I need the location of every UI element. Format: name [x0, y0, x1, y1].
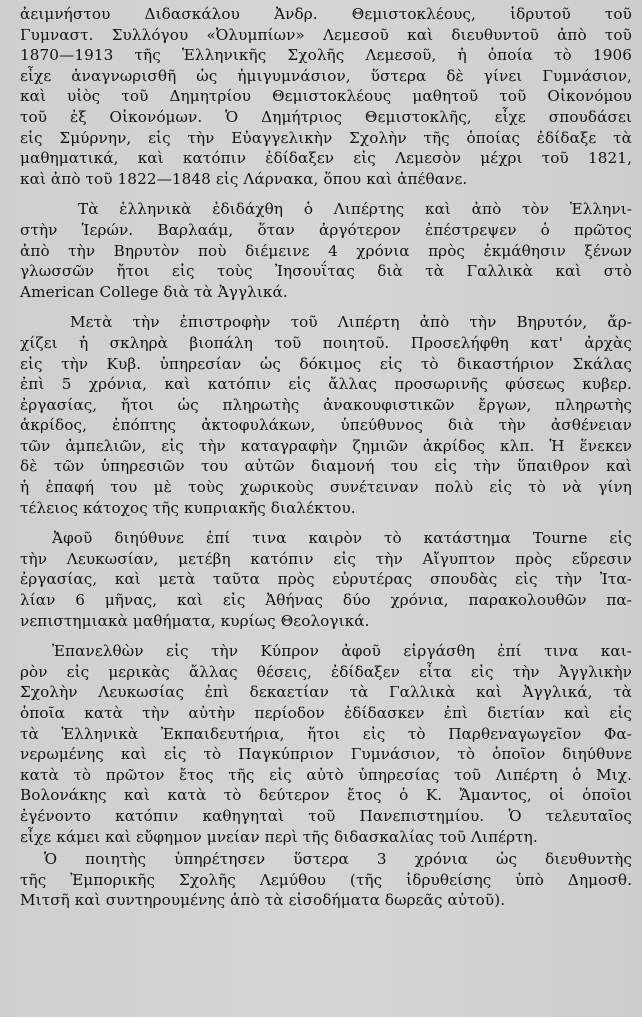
text-line: χίζει ἡ σκληρὰ βιοπάλη τοῦ ποιητοῦ. Προσελήφθη κατ' ἀρχὰς — [20, 333, 632, 352]
text-line: νεπιστημιακὰ μαθήματα, κυρίως Θεολογικά. — [20, 611, 370, 630]
text-line: μαθηματικά, καὶ κατόπιν ἐδίδαξεν εἰς Λεμεσὸν μέχρι τοῦ 1821, — [20, 149, 632, 168]
text-line: τέλειος κάτοχος τῆς κυπριακῆς διαλέκτου. — [20, 498, 356, 517]
paragraph-commercial-school — [16, 849, 632, 911]
text-line: τὴν Λευκωσίαν, μετέβη κατόπιν εἰς τὴν Αἴγυπτον πρὸς εὕρεσιν — [20, 549, 632, 568]
text-line: ἐπὶ 5 χρόνια, καὶ κατόπιν εἰς ἄλλας προσωρινῆς φύσεως κυβερ. — [20, 375, 632, 394]
text-line: τὰ Ἑλληνικὰ Ἐκπαιδευτήρια, ἤτοι εἰς τὸ Παρθεναγωγεῖον Φα- — [20, 724, 632, 743]
text-line: δὲ τῶν ὑπηρεσιῶν του αὐτῶν διαμονή του εἰς τὴν ὕπαιθρον καὶ — [20, 457, 632, 476]
text-line: γλωσσῶν ἤτοι εἰς τοὺς Ἰησουΐτας διὰ τὰ Γαλλικὰ καὶ στὸ — [20, 262, 632, 281]
text-line: κατὰ τὸ πρῶτον ἔτος τῆς εἰς αὐτὸ ὑπηρεσίας τοῦ Λιπέρτη ὁ Μιχ. — [20, 765, 632, 784]
text-line: λίαν 6 μῆνας, καὶ εἰς Ἀθήνας δύο χρόνια, παρακολουθῶν πα- — [20, 591, 632, 610]
text-line: American College διὰ τὰ Ἀγγλικά. — [20, 282, 288, 301]
text-line: Γυμναστ. Συλλόγου «Ὀλυμπίων» Λεμεσοῦ καὶ διευθυντοῦ ἀπὸ τοῦ — [20, 25, 632, 44]
text-line: νερωμένης καὶ εἰς τὸ Παγκύπριον Γυμνάσιον, τὸ ὁποῖον διηύθυνε — [20, 745, 632, 764]
text-line: ἡ ἐπαφή του μὲ τοὺς χωρικοὺς συνέτειναν πολὺ εἰς τὸ νὰ γίνη — [20, 478, 632, 497]
text-line: εἰς τὴν Κυβ. ὑπηρεσίαν ὡς δόκιμος εἰς τὸ δικαστήριον Σκάλας — [20, 354, 632, 373]
text-line: Μετὰ τὴν ἐπιστροφὴν τοῦ Λιπέρτη ἀπὸ τὴν Βηρυτόν, ἄρ- — [70, 313, 632, 332]
text-line: ὁποῖα κατὰ τὴν αὐτὴν περίοδον ἐδίδασκεν ἐπὶ διετίαν καὶ εἰς — [20, 704, 632, 722]
text-line: τῆς Ἐμπορικῆς Σχολῆς Λεμύθου (τῆς ἱδρυθείσης ὑπὸ Δημοσθ. — [20, 870, 632, 889]
text-line: ἐργασίας, καὶ μετὰ ταῦτα πρὸς εὐρυτέρας σπουδὰς εἰς τὴν Ἰτα- — [20, 570, 632, 589]
text-line: 1870—1913 τῆς Ἑλληνικῆς Σχολῆς Λεμεσοῦ, ἡ ὁποία τὸ 1906 — [20, 46, 632, 65]
text-line: ἐργασίας, ἤτοι ὡς πληρωτὴς ἀνακουφιστικῶν ἔργων, πληρωτὴς — [20, 395, 632, 414]
text-line: εἰς Σμύρνην, εἰς τὴν Εὐαγγελικὴν Σχολὴν τῆς ὁποίας ἐδίδαξε τὰ — [20, 128, 632, 147]
text-line: ἀκρίδος, ἐπόπτης ἀκτοφυλάκων, ὑπεύθυνος διὰ τὴν ἀσθένειαν — [20, 416, 632, 435]
text-line: τῶν ἀμπελιῶν, εἰς τὴν καταγραφὴν ζημιῶν ἀκρίδος κλπ. Ἡ ἕνεκεν — [20, 436, 632, 455]
text-line: τοῦ ἐξ Οἰκονόμων. Ὁ Δημήτριος Θεμιστοκλῆς, εἶχε σπουδάσει — [20, 107, 632, 126]
text-line: ἐγένοντο κατόπιν καθηγηταὶ τοῦ Πανεπιστημίου. Ὁ τελευταῖος — [20, 806, 632, 825]
text-line: ρὸν εἰς μερικὰς ἄλλας θέσεις, ἐδίδαξεν εἶτα εἰς τὴν Ἀγγλικὴν — [20, 662, 632, 681]
text-line: Βολονάκης καὶ κατὰ τὸ δεύτερον ἔτος ὁ Κ. Ἄμαντος, οἱ ὁποῖοι — [20, 786, 632, 805]
text-line: καὶ υἱὸς τοῦ Δημητρίου Θεμιστοκλέους μαθητοῦ τοῦ Οἰκονόμου — [20, 87, 632, 106]
text-line: Ὁ ποιητὴς ὑπηρέτησεν ὕστερα 3 χρόνια ὡς διευθυντὴς — [44, 850, 632, 869]
text-line: ἀπὸ τὴν Βηρυτὸν ποὺ διέμεινε 4 χρόνια πρὸς ἐκμάθησιν ξένων — [20, 241, 632, 260]
text-line: στὴν Ἱερών. Βαρλαάμ, ὅταν ἀργότερον ἐπέστρεψεν ὁ πρῶτος — [20, 220, 632, 239]
paragraph-greek-studies — [16, 199, 632, 302]
paragraph-career — [16, 312, 632, 518]
text-line: εἶχε κάμει καὶ εὔφημον μνείαν περὶ τῆς διδασκαλίας τοῦ Λιπέρτη. — [20, 827, 538, 846]
paragraph-travels — [16, 528, 632, 631]
text-line: ἀειμνήστου Διδασκάλου Ἀνδρ. Θεμιστοκλέους, ἱδρυτοῦ τοῦ — [20, 5, 632, 23]
paragraph-teaching — [16, 641, 632, 847]
text-line: καὶ ἀπὸ τοῦ 1822—1848 εἰς Λάρνακα, ὅπου καὶ ἀπέθανε. — [20, 169, 468, 188]
text-line: Ἐπανελθὼν εἰς τὴν Κύπρον ἀφοῦ εἰργάσθη ἐπί τινα και- — [52, 642, 632, 661]
text-line: Ἀφοῦ διηύθυνε ἐπί τινα καιρὸν τὸ κατάστημα Tourne εἰς — [52, 529, 632, 548]
text-line: Τὰ ἑλληνικὰ ἐδιδάχθη ὁ Λιπέρτης καὶ ἀπὸ τὸν Ἑλληνι- — [78, 200, 632, 219]
text-line: εἶχε ἀναγνωρισθῆ ὡς ἡμιγυμνάσιον, ὕστερα δὲ γίνει Γυμνάσιον, — [20, 66, 632, 85]
text-line: Μιτσῆ καὶ συντηρουμένης ἀπὸ τὰ εἰσοδήματα δωρεᾶς αὐτοῦ). — [20, 891, 506, 910]
text-line: Σχολὴν Λευκωσίας ἐπὶ δεκαετίαν τὰ Γαλλικὰ καὶ Ἀγγλικά, τὰ — [20, 683, 632, 702]
paragraph-teachers — [16, 4, 632, 189]
